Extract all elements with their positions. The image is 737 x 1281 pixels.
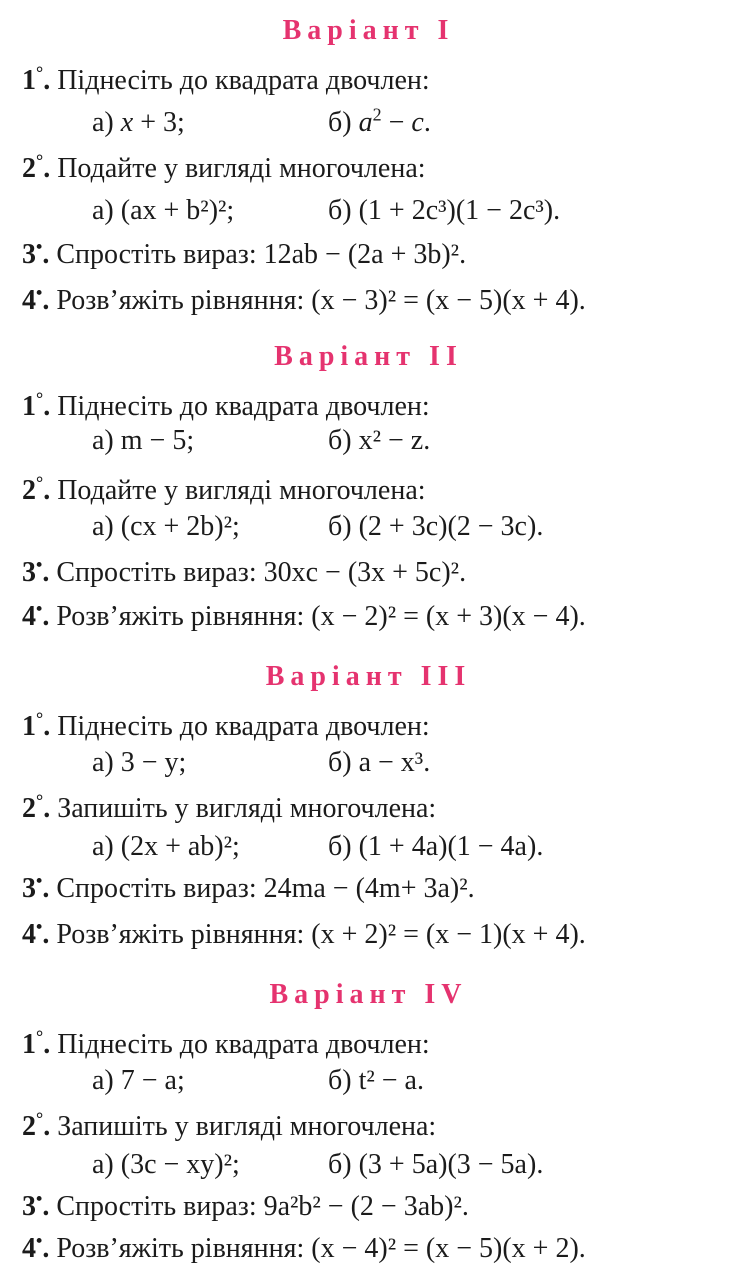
question-2: 2°. Подайте у вигляді многочлена: bbox=[22, 150, 426, 184]
variant-2 bbox=[0, 340, 737, 650]
question-2: 2°. Подайте у вигляді многочлена: bbox=[22, 472, 426, 506]
question-2: 2°. Запишіть у вигляді многочлена: bbox=[22, 790, 437, 824]
question-1a: а) 3 − y; bbox=[92, 747, 187, 778]
question-3: 3•. Спростіть вираз: 30xc − (3x + 5c)². bbox=[22, 554, 467, 588]
question-2b: б) (1 + 2c³)(1 − 2c³). bbox=[328, 195, 561, 226]
question-1: 1°. Піднесіть до квадрата двочлен: bbox=[22, 1026, 430, 1060]
question-1a: а) 7 − a; bbox=[92, 1065, 185, 1096]
question-2a: а) (ax + b²)²; bbox=[92, 195, 235, 226]
question-text: Піднесіть до квадрата двочлен: bbox=[57, 65, 430, 96]
question-2a: а) (2x + ab)²; bbox=[92, 831, 240, 862]
question-2a: а) (cx + 2b)²; bbox=[92, 511, 240, 542]
question-1a: а) m − 5; bbox=[92, 425, 195, 456]
variant-4 bbox=[0, 978, 737, 1278]
question-1b: б) t² − a. bbox=[328, 1065, 424, 1096]
question-2: 2°. Запишіть у вигляді многочлена: bbox=[22, 1108, 437, 1142]
question-4: 4•. Розв’яжіть рівняння: (x − 2)² = (x + 3)(x − 4). bbox=[22, 598, 586, 632]
question-1b: б) a − x³. bbox=[328, 747, 431, 778]
variant-1 bbox=[0, 14, 737, 324]
variant-3 bbox=[0, 660, 737, 970]
question-2a: а) (3c − xy)²; bbox=[92, 1149, 240, 1180]
question-3: 3•. Спростіть вираз: 24ma − (4m+ 3a)². bbox=[22, 870, 475, 904]
question-4: 4•. Розв’яжіть рівняння: (x + 2)² = (x − 1)(x + 4). bbox=[22, 916, 586, 950]
question-1a: а) x + 3; bbox=[92, 107, 185, 138]
question-number: 1°. bbox=[22, 62, 51, 96]
question-1: 1°. Піднесіть до квадрата двочлен: bbox=[22, 708, 430, 742]
variant-title: Варіант II bbox=[274, 341, 463, 372]
variant-title: Варіант III bbox=[265, 661, 472, 692]
question-1: 1°. Піднесіть до квадрата двочлен: bbox=[22, 388, 430, 422]
variant-title: Варіант I bbox=[282, 15, 455, 46]
question-3: 3•. Спростіть вираз: 9a²b² − (2 − 3ab)². bbox=[22, 1188, 469, 1222]
question-3: 3•. Спростіть вираз: 12ab − (2a + 3b)². bbox=[22, 236, 467, 270]
question-2b: б) (1 + 4a)(1 − 4a). bbox=[328, 831, 544, 862]
question-2b: б) (3 + 5a)(3 − 5a). bbox=[328, 1149, 544, 1180]
question-4: 4•. Розв’яжіть рівняння: (x − 4)² = (x − 5)(x + 2). bbox=[22, 1230, 586, 1264]
question-1b: б) $a^2 - c$. bbox=[328, 104, 431, 138]
question-2b: б) (2 + 3c)(2 − 3c). bbox=[328, 511, 544, 542]
question-1 bbox=[22, 64, 430, 98]
question-1b: б) x² − z. bbox=[328, 425, 431, 456]
variant-title: Варіант IV bbox=[269, 979, 468, 1010]
question-4: 4•. Розв’яжіть рівняння: (x − 3)² = (x − 5)(x + 4). bbox=[22, 282, 586, 316]
